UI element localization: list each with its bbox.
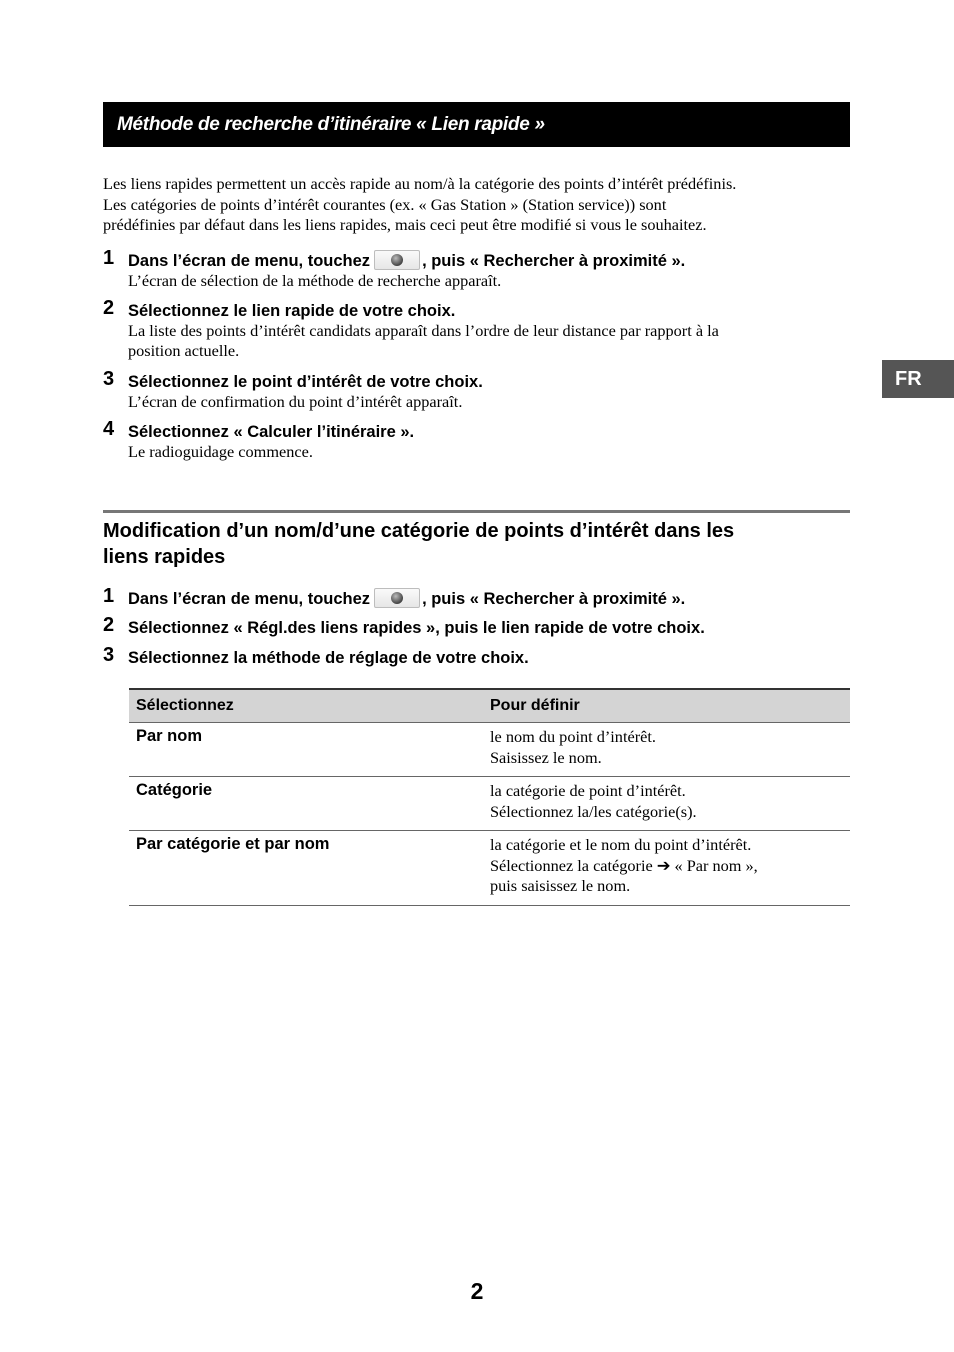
step-number: 1 [103,585,115,607]
intro-paragraph [103,174,853,236]
section-heading-line: liens rapides [103,546,226,568]
table-header-row [129,689,850,723]
step-number: 3 [103,644,115,666]
step-number: 1 [103,247,115,269]
step-description [128,392,853,412]
step-number: 2 [103,614,115,636]
table-description [483,831,850,906]
table-row [129,777,850,831]
intro-line: Les liens rapides permettent un accès rapide au nom/à la catégorie des points d’intérêt prédéfinis. [103,174,737,193]
intro-line: Les catégories de points d’intérêt courantes (ex. « Gas Station » (Station service)) sont [103,194,667,214]
step-number: 4 [103,418,115,440]
step-description [128,321,853,361]
table-description-line: Sélectionnez la/les catégorie(s). [490,801,697,821]
step-title: Sélectionnez le lien rapide de votre choix. [128,302,456,320]
step-title: Sélectionnez le point d’intérêt de votre choix. [128,373,483,391]
step-title: Sélectionnez « Régl.des liens rapides », puis le lien rapide de votre choix. [128,619,705,637]
step-description [128,271,853,291]
table-description-line: la catégorie et le nom du point d’intérêt. [490,835,752,854]
language-tab: FR [882,360,954,398]
step-title-text: Dans l’écran de menu, touchez [128,590,371,608]
step-title-text: , puis « Rechercher à proximité ». [422,252,686,270]
settings-table [129,688,850,906]
intro-line: prédéfinies par défaut dans les liens rapides, mais ceci peut être modifié si vous le souhaitez. [103,215,707,234]
step-title-text: , puis « Rechercher à proximité ». [422,590,686,608]
step-title-text: Dans l’écran de menu, touchez [128,252,371,270]
step-number: 3 [103,368,115,390]
section-banner-title: Méthode de recherche d’itinéraire « Lien rapide » [103,102,850,147]
table-row [129,723,850,777]
table-description-line: Saisissez le nom. [490,747,602,767]
table-description-line: puis saisissez le nom. [490,876,631,895]
table-row [129,831,850,906]
step-description-line: L’écran de sélection de la méthode de recherche apparaît. [128,271,502,290]
step-description-line: position actuelle. [128,341,240,360]
step-description [128,442,853,462]
table-description-line: le nom du point d’intérêt. [490,727,656,746]
table-option: Par nom [129,723,483,777]
table-description-line: la catégorie de point d’intérêt. [490,781,686,800]
step-number: 2 [103,297,115,319]
table-option: Par catégorie et par nom [129,831,483,906]
page-number: 2 [470,1278,484,1304]
table-header: Pour définir [483,689,850,723]
section-divider [103,510,850,513]
step-title [128,251,685,271]
step-description-line: La liste des points d’intérêt candidats apparaît dans l’ordre de leur distance par rapport à la [128,321,719,340]
step-description-line: Le radioguidage commence. [128,442,313,461]
table-header: Sélectionnez [129,689,483,723]
step-description-line: L’écran de confirmation du point d’intérêt apparaît. [128,392,463,411]
step-title: Sélectionnez la méthode de réglage de votre choix. [128,649,529,667]
table-description [483,723,850,777]
step-title [128,589,685,609]
search-nearby-icon [374,250,420,270]
section-heading [103,518,853,570]
table-description-line: Sélectionnez la catégorie ➔ « Par nom », [490,855,758,875]
table-description [483,777,850,831]
section-heading-line: Modification d’un nom/d’une catégorie de points d’intérêt dans les [103,520,735,542]
step-title: Sélectionnez « Calculer l’itinéraire ». [128,423,415,441]
table-option: Catégorie [129,777,483,831]
search-nearby-icon [374,588,420,608]
